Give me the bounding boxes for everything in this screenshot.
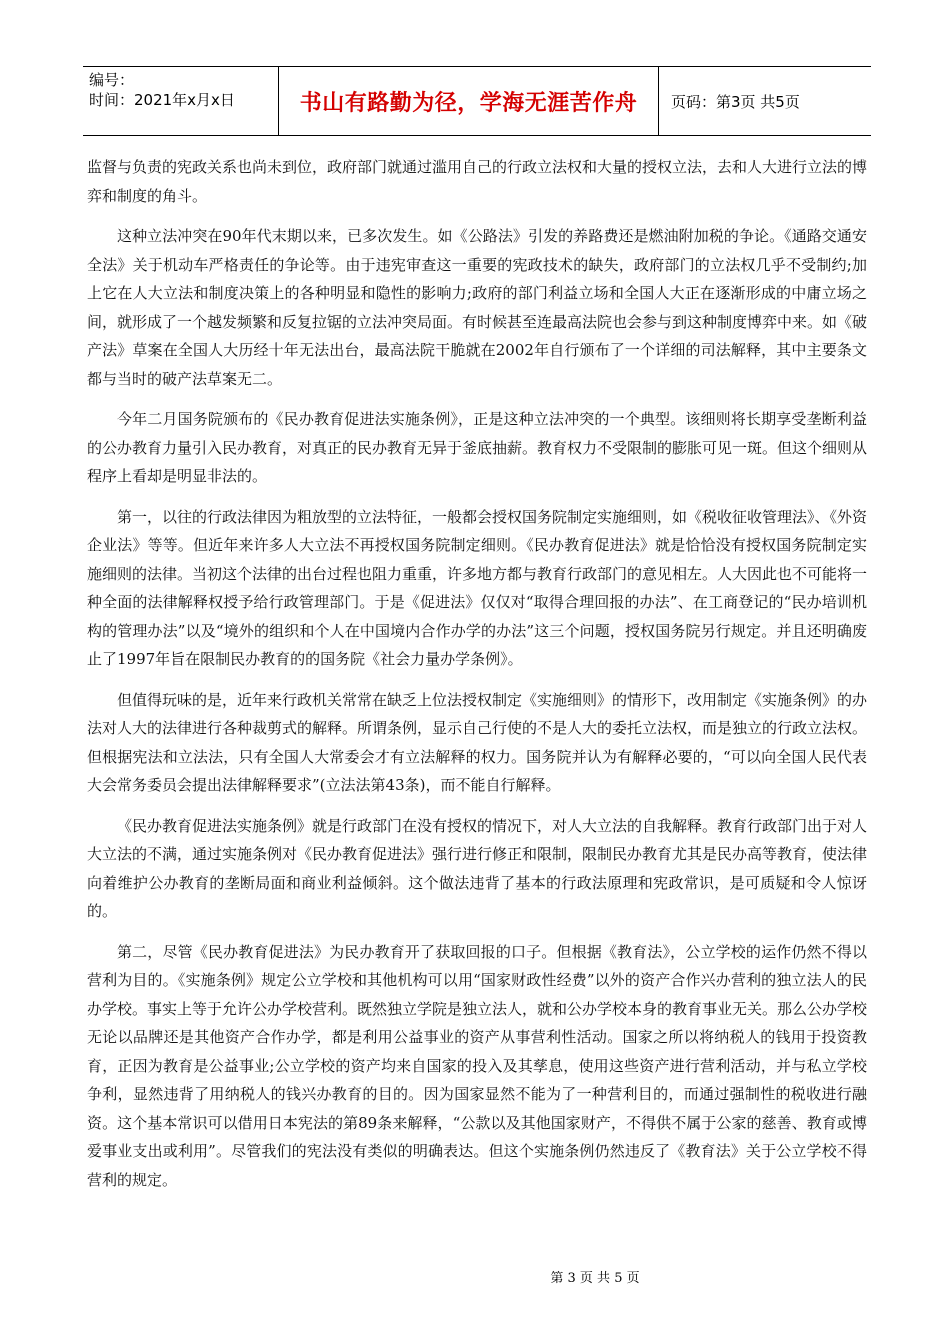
header-page-number: 页码：第3页 共5页 — [671, 92, 800, 111]
paragraph: 第二，尽管《民办教育促进法》为民办教育开了获取回报的口子。但根据《教育法》，公立学校的运作仍然不得以营利为目的。《实施条例》规定公立学校和其他机构可以用“国家财政性经费”以外的资产合作兴办营利的独立法人的民办学校。事实上等于允许公办学校营利。既然独立学院是独立法人，就和公办学校本身的教育事业无关。那么公办学校无论以品牌还是其他资产合作办学，都是利用公益事业的资产从事营利性活动。国家之所以将纳税人的钱用于投资教育，正因为教育是公益事业;公立学校的资产均来自国家的投入及其孳息，使用这些资产进行营利活动，并与私立学校争利，显然违背了用纳税人的钱兴办教育的目的。因为国家显然不能为了一种营利目的，而通过强制性的税收进行融资。这个基本常识可以借用日本宪法的第89条来解释，“公款以及其他国家财产，不得供不属于公家的慈善、教育或博爱事业支出或利用”。尽管我们的宪法没有类似的明确表达。但这个实施条例仍然违反了《教育法》关于公立学校不得营利的规定。 — [87, 942, 868, 1189]
paragraph: 第一，以往的行政法律因为粗放型的立法特征，一般都会授权国务院制定实施细则，如《税收征收管理法》、《外资企业法》等等。但近年来许多人大立法不再授权国务院制定细则。《民办教育促进法》就是恰恰没有授权国务院制定实施细则的法律。当初这个法律的出台过程也阻力重重，许多地方都与教育行政部门的意见相左。人大因此也不可能将一种全面的法律解释权授予给行政管理部门。于是《促进法》仅仅对“取得合理回报的办法”、在工商登记的“民办培训机构的管理办法”以及“境外的组织和个人在中国境内合作办学的办法”这三个问题，授权国务院另行规定。并且还明确废止了1997年旨在限制民办教育的的国务院《社会力量办学条例》。 — [87, 507, 868, 668]
paragraph: 今年二月国务院颁布的《民办教育促进法实施条例》，正是这种立法冲突的一个典型。该细则将长期享受垄断利益的公办教育力量引入民办教育，对真正的民办教育无异于釜底抽薪。教育权力不受限制的膨胀可见一斑。但这个细则从程序上看却是明显非法的。 — [87, 410, 868, 485]
document-number-label: 编号： — [89, 71, 135, 89]
paragraph: 但值得玩味的是，近年来行政机关常常在缺乏上位法授权制定《实施细则》的情形下，改用制定《实施条例》的办法对人大的法律进行各种裁剪式的解释。所谓条例，显示自己行使的不是人大的委托立法权，而是独立的行政立法权。但根据宪法和立法法，只有全国人大常委会才有立法解释的权力。国务院并认为有解释必要的，“可以向全国人民代表大会常务委员会提出法律解释要求”(立法法第43条)，而不能自行解释。 — [87, 690, 868, 794]
page-footer — [0, 1267, 950, 1286]
paragraph: 《民办教育促进法实施条例》就是行政部门在没有授权的情况下，对人大立法的自我解释。教育行政部门出于对人大立法的不满，通过实施条例对《民办教育促进法》强行进行修正和限制，限制民办教育尤其是民办高等教育，使法律向着维护公办教育的垄断局面和商业利益倾斜。这个做法违背了基本的行政法原理和宪政常识，是可质疑和令人惊讶的。 — [87, 816, 868, 920]
document-time-label: 时间：2021年x月x日 — [89, 91, 235, 109]
page-header — [83, 66, 871, 136]
paragraph: 这种立法冲突在90年代末期以来，已多次发生。如《公路法》引发的养路费还是燃油附加税的争论。《通路交通安全法》关于机动车严格责任的争论等。由于违宪审查这一重要的宪政技术的缺失，政府部门的立法权几乎不受制约;加上它在人大立法和制度决策上的各种明显和隐性的影响力;政府的部门利益立场和全国人大正在逐渐形成的中庸立场之间，就形成了一个越发频繁和反复拉锯的立法冲突局面。有时候甚至连最高法院也会参与到这种制度博弈中来。如《破产法》草案在全国人大历经十年无法出台，最高法院干脆就在2002年自行颁布了一个详细的司法解释，其中主要条文都与当时的破产法草案无二。 — [87, 227, 868, 388]
document-body — [87, 153, 867, 1206]
footer-page-number: 第 3 页 共 5 页 — [550, 1271, 640, 1286]
header-meta — [83, 67, 279, 135]
paragraph: 监督与负责的宪政关系也尚未到位，政府部门就通过滥用自己的行政立法权和大量的授权立法，去和人大进行立法的博弈和制度的角斗。 — [87, 158, 868, 205]
header-motto: 书山有路勤为径，学海无涯苦作舟 — [279, 67, 659, 135]
